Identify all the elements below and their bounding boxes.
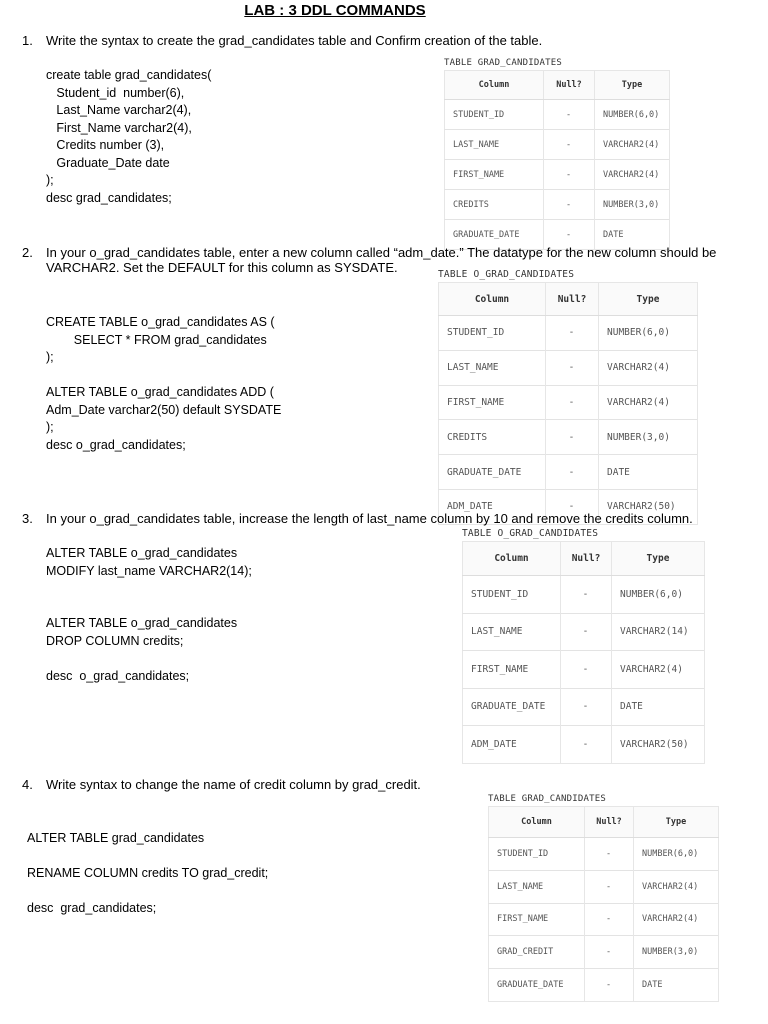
- type-cell: NUMBER(6,0): [634, 838, 719, 871]
- null-cell: -: [546, 489, 599, 524]
- code-line: SELECT * FROM grad_candidates: [46, 332, 267, 347]
- null-cell: -: [544, 190, 595, 220]
- table-header-row: [489, 807, 719, 838]
- type-cell: VARCHAR2(50): [599, 489, 698, 524]
- column-name-cell: ADM_DATE: [439, 489, 546, 524]
- question-number: 4.: [22, 777, 33, 792]
- code-block-3: [46, 545, 252, 685]
- column-name-cell: CREDITS: [439, 420, 546, 455]
- null-cell: -: [546, 455, 599, 490]
- table-row: [489, 969, 719, 1002]
- code-line: CREATE TABLE o_grad_candidates AS (: [46, 315, 275, 329]
- question-text: Write syntax to change the name of credit column by grad_credit.: [46, 777, 421, 792]
- type-cell: VARCHAR2(4): [595, 130, 670, 160]
- null-cell: -: [561, 726, 612, 764]
- column-name-cell: GRAD_CREDIT: [489, 936, 585, 969]
- table-caption: TABLE O_GRAD_CANDIDATES: [438, 269, 575, 280]
- code-line: [46, 650, 252, 668]
- code-line: RENAME COLUMN credits TO grad_credit;: [27, 866, 269, 880]
- page-title: LAB : 3 DDL COMMANDS: [244, 2, 426, 19]
- column-name-cell: LAST_NAME: [439, 350, 546, 385]
- type-cell: DATE: [634, 969, 719, 1002]
- type-cell: DATE: [599, 455, 698, 490]
- null-cell: -: [546, 316, 599, 351]
- table-caption: TABLE GRAD_CANDIDATES: [444, 58, 562, 68]
- table-header-row: [439, 283, 698, 316]
- code-line: MODIFY last_name VARCHAR2(14);: [46, 563, 252, 578]
- table-row: [439, 420, 698, 455]
- code-line: ALTER TABLE o_grad_candidates: [46, 546, 238, 560]
- column-header: Column: [489, 807, 585, 838]
- column-name-cell: STUDENT_ID: [439, 316, 546, 351]
- column-header: Type: [595, 71, 670, 100]
- type-cell: VARCHAR2(4): [612, 651, 705, 689]
- describe-result-table: [488, 806, 719, 1002]
- null-cell: -: [544, 220, 595, 250]
- code-line: desc grad_candidates;: [27, 901, 157, 915]
- null-cell: -: [561, 576, 612, 614]
- table-row: [439, 316, 698, 351]
- code-line: Last_Name varchar2(4),: [46, 103, 192, 117]
- code-line: ALTER TABLE o_grad_candidates: [46, 616, 238, 630]
- column-name-cell: GRADUATE_DATE: [439, 455, 546, 490]
- column-header: Null?: [561, 542, 612, 576]
- type-cell: NUMBER(3,0): [595, 190, 670, 220]
- code-line: [27, 883, 268, 901]
- code-line: Student_id number(6),: [46, 85, 185, 100]
- code-line: desc o_grad_candidates;: [46, 668, 190, 683]
- null-cell: -: [561, 688, 612, 726]
- type-cell: DATE: [612, 688, 705, 726]
- code-line: [27, 848, 268, 866]
- table-row: [463, 576, 705, 614]
- null-cell: -: [546, 350, 599, 385]
- table-row: [489, 936, 719, 969]
- table-row: [439, 350, 698, 385]
- column-name-cell: LAST_NAME: [445, 130, 544, 160]
- column-header: Null?: [585, 807, 634, 838]
- table-row: [489, 838, 719, 871]
- table-row: [463, 726, 705, 764]
- table-header-row: [463, 542, 705, 576]
- describe-table-4: [488, 794, 719, 1002]
- null-cell: -: [561, 651, 612, 689]
- question-number: 2.: [22, 245, 33, 260]
- type-cell: VARCHAR2(4): [595, 160, 670, 190]
- code-line: );: [46, 420, 54, 434]
- question-number: 3.: [22, 511, 33, 526]
- code-line: );: [46, 350, 54, 364]
- null-cell: -: [585, 903, 634, 936]
- column-name-cell: LAST_NAME: [463, 613, 561, 651]
- table-row: [489, 870, 719, 903]
- column-header: Null?: [544, 71, 595, 100]
- null-cell: -: [585, 936, 634, 969]
- question-2: [22, 244, 717, 261]
- table-row: [463, 613, 705, 651]
- column-name-cell: FIRST_NAME: [489, 903, 585, 936]
- question-text: Write the syntax to create the grad_candidates table and Confirm creation of the table.: [46, 33, 543, 48]
- column-name-cell: FIRST_NAME: [463, 651, 561, 689]
- type-cell: NUMBER(6,0): [595, 100, 670, 130]
- question-text: In your o_grad_candidates table, increase the length of last_name column by 10 and remove the credits column.: [46, 511, 693, 526]
- describe-table-1: [444, 58, 670, 250]
- type-cell: VARCHAR2(14): [612, 613, 705, 651]
- type-cell: VARCHAR2(4): [599, 350, 698, 385]
- null-cell: -: [544, 100, 595, 130]
- question-text: In your o_grad_candidates table, enter a new column called “adm_date.” The datatype for the new column should be: [46, 245, 717, 260]
- code-line: Credits number (3),: [46, 138, 165, 152]
- column-header: Column: [463, 542, 561, 576]
- column-name-cell: FIRST_NAME: [439, 385, 546, 420]
- question-text-line-2: VARCHAR2. Set the DEFAULT for this column as SYSDATE.: [46, 260, 398, 275]
- table-row: [445, 190, 670, 220]
- type-cell: VARCHAR2(4): [634, 870, 719, 903]
- column-header: Null?: [546, 283, 599, 316]
- question-4: [22, 776, 421, 793]
- type-cell: NUMBER(3,0): [634, 936, 719, 969]
- code-line: First_Name varchar2(4),: [46, 120, 192, 135]
- column-name-cell: ADM_DATE: [463, 726, 561, 764]
- column-header: Type: [634, 807, 719, 838]
- column-name-cell: LAST_NAME: [489, 870, 585, 903]
- type-cell: VARCHAR2(4): [599, 385, 698, 420]
- type-cell: NUMBER(3,0): [599, 420, 698, 455]
- column-header: Type: [599, 283, 698, 316]
- column-header: Column: [439, 283, 546, 316]
- code-block-2: [46, 314, 281, 454]
- column-name-cell: GRADUATE_DATE: [445, 220, 544, 250]
- describe-result-table: [462, 541, 705, 764]
- null-cell: -: [544, 130, 595, 160]
- column-name-cell: STUDENT_ID: [445, 100, 544, 130]
- type-cell: DATE: [595, 220, 670, 250]
- code-line: [46, 580, 252, 598]
- table-row: [439, 455, 698, 490]
- type-cell: VARCHAR2(4): [634, 903, 719, 936]
- null-cell: -: [546, 420, 599, 455]
- column-name-cell: CREDITS: [445, 190, 544, 220]
- null-cell: -: [561, 613, 612, 651]
- null-cell: -: [544, 160, 595, 190]
- code-line: ALTER TABLE grad_candidates: [27, 831, 205, 845]
- type-cell: NUMBER(6,0): [612, 576, 705, 614]
- column-name-cell: FIRST_NAME: [445, 160, 544, 190]
- table-header-row: [445, 71, 670, 100]
- table-caption: TABLE GRAD_CANDIDATES: [488, 794, 606, 804]
- table-row: [445, 130, 670, 160]
- null-cell: -: [585, 838, 634, 871]
- type-cell: NUMBER(6,0): [599, 316, 698, 351]
- code-line: [46, 367, 281, 385]
- table-row: [463, 688, 705, 726]
- code-line: desc grad_candidates;: [46, 190, 172, 205]
- column-name-cell: STUDENT_ID: [489, 838, 585, 871]
- column-header: Type: [612, 542, 705, 576]
- column-name-cell: GRADUATE_DATE: [489, 969, 585, 1002]
- column-name-cell: STUDENT_ID: [463, 576, 561, 614]
- table-row: [489, 903, 719, 936]
- code-line: create table grad_candidates(: [46, 68, 212, 82]
- null-cell: -: [585, 969, 634, 1002]
- null-cell: -: [585, 870, 634, 903]
- code-line: ALTER TABLE o_grad_candidates ADD (: [46, 385, 274, 399]
- type-cell: VARCHAR2(50): [612, 726, 705, 764]
- code-line: DROP COLUMN credits;: [46, 633, 184, 648]
- code-block-1: [46, 67, 211, 207]
- table-row: [439, 385, 698, 420]
- code-block-4: [27, 830, 268, 918]
- table-row: [445, 160, 670, 190]
- table-row: [445, 100, 670, 130]
- code-line: Adm_Date varchar2(50) default SYSDATE: [46, 402, 282, 417]
- null-cell: -: [546, 385, 599, 420]
- column-name-cell: GRADUATE_DATE: [463, 688, 561, 726]
- describe-table-2: [438, 269, 698, 525]
- describe-table-3: [462, 528, 705, 764]
- code-line: );: [46, 173, 54, 187]
- code-line: desc o_grad_candidates;: [46, 437, 186, 452]
- describe-result-table: [438, 282, 698, 525]
- question-number: 1.: [22, 33, 33, 48]
- code-line: Graduate_Date date: [46, 155, 170, 170]
- describe-result-table: [444, 70, 670, 250]
- question-1: [22, 32, 543, 49]
- column-header: Column: [445, 71, 544, 100]
- question-3: [22, 510, 693, 527]
- code-line: [46, 598, 252, 616]
- table-caption: TABLE O_GRAD_CANDIDATES: [462, 528, 599, 539]
- table-row: [463, 651, 705, 689]
